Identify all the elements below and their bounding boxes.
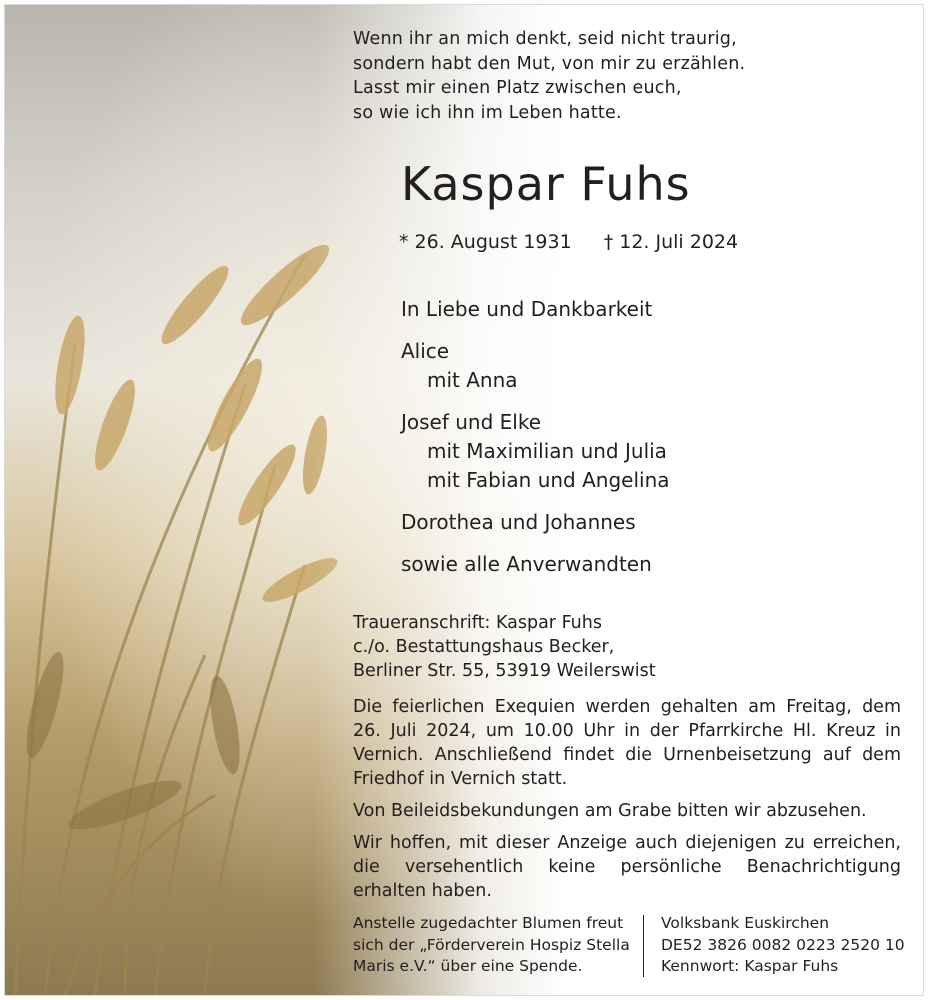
bank-details [661, 913, 921, 978]
notice-text: Wir hoffen, mit dieser Anzeige auch diejenigen zu erreichen, die versehentlich keine persönliche Benachrichtigung erhalten haben. [353, 833, 901, 901]
family-member: mit Maximilian und Julia [427, 439, 667, 463]
donation-line: Maris e.V.“ über eine Spende. [353, 957, 583, 975]
service-info [353, 695, 901, 911]
family-member: Dorothea und Johannes [401, 510, 636, 534]
family-intro: In Liebe und Dankbarkeit [401, 297, 653, 321]
address-line: c./o. Bestattungshaus Becker, [353, 637, 615, 657]
family-relatives: sowie alle Anverwandten [401, 552, 652, 576]
family-member: Alice [401, 339, 450, 363]
death-date: † 12. Juli 2024 [603, 231, 739, 253]
poem-line: Wenn ihr an mich denkt, seid nicht traurig, [353, 29, 737, 49]
poem-line: so wie ich ihn im Leben hatte. [353, 102, 622, 123]
condolence-text: Von Beileidsbekundungen am Grabe bitten wir abzusehen. [353, 801, 867, 821]
bank-keyword: Kennwort: Kaspar Fuhs [661, 957, 839, 975]
footer-divider [643, 915, 644, 977]
birth-date: * 26. August 1931 [399, 231, 572, 253]
exequien-text: Die feierlichen Exequien werden gehalten am Freitag, dem 26. Juli 2024, um 10.00 Uhr in der Pfarrkirche Hl. Kreuz in Vernich. Anschließend findet die Urnenbeisetzung auf dem Friedhof in Vernich statt. [353, 697, 901, 789]
poem-line: Lasst mir einen Platz zwischen euch, [353, 78, 682, 98]
obituary-notice [4, 4, 924, 996]
family-member: mit Fabian und Angelina [427, 468, 670, 492]
donation-line: Anstelle zugedachter Blumen freut [353, 914, 624, 932]
bank-name: Volksbank Euskirchen [661, 914, 830, 932]
family-list [401, 295, 901, 579]
deceased-name: Kaspar Fuhs [401, 157, 691, 211]
family-member: mit Anna [427, 368, 518, 392]
mourning-address [353, 611, 753, 683]
donation-line: sich der „Förderverein Hospiz Stella [353, 935, 630, 954]
donation-note [353, 913, 629, 978]
life-dates [399, 231, 738, 253]
poem-line: sondern habt den Mut, von mir zu erzählen. [353, 53, 746, 74]
family-member: Josef und Elke [401, 410, 542, 434]
poem [353, 27, 773, 125]
address-line: Traueranschrift: Kaspar Fuhs [353, 613, 602, 633]
bank-iban: DE52 3826 0082 0223 2520 10 [661, 935, 905, 954]
address-line: Berliner Str. 55, 53919 Weilerswist [353, 661, 656, 681]
